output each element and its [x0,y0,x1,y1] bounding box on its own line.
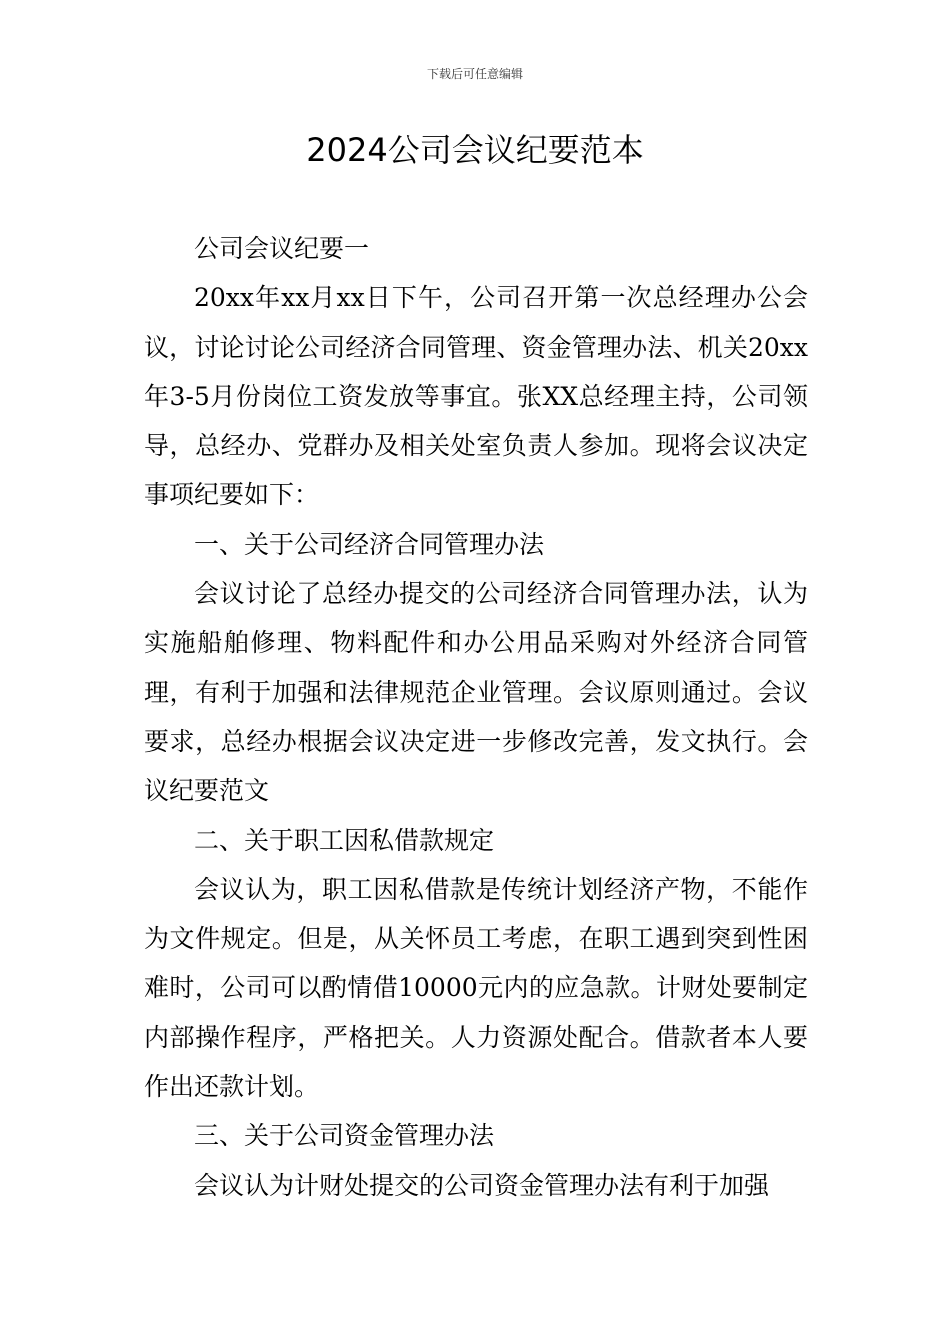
section-heading-loan: 二、关于职工因私借款规定 [194,825,495,855]
body-paragraph-loan: 会议认为，职工因私借款是传统计划经济产物，不能作为文件规定。但是，从关怀员工考虑，在职工遇到突到性困难时，公司可以酌情借10000元内的应急款。计财处要制定内部操作程序，严格把关。人力资源处配合。借款者本人要作出还款计划。 [144,874,808,1102]
document-title: 2024公司会议纪要范本 [306,131,644,169]
section-heading-contract: 一、关于公司经济合同管理办法 [194,529,545,559]
body-paragraph-funds: 会议认为计财处提交的公司资金管理办法有利于加强 [194,1170,770,1200]
section-heading-minutes-one: 公司会议纪要一 [194,234,370,263]
body-paragraph-contract: 会议讨论了总经办提交的公司经济合同管理办法，认为实施船舶修理、物料配件和办公用品采购对外经济合同管理，有利于加强和法律规范企业管理。会议原则通过。会议要求，总经办根据会议决定进一步修改完善，发文执行。会议纪要范文 [144,579,808,806]
section-heading-funds: 三、关于公司资金管理办法 [194,1121,495,1151]
document-body [144,224,808,1210]
header-note: 下载后可任意编辑 [426,67,523,81]
body-paragraph-intro: 20xx年xx月xx日下午，公司召开第一次总经理办公会议，讨论讨论公司经济合同管理、资金管理办法、机关20xx年3-5月份岗位工资发放等事宜。张XX总经理主持，公司领导，总经办、党群办及相关处室负责人参加。现将会议决定事项纪要如下： [144,283,808,510]
